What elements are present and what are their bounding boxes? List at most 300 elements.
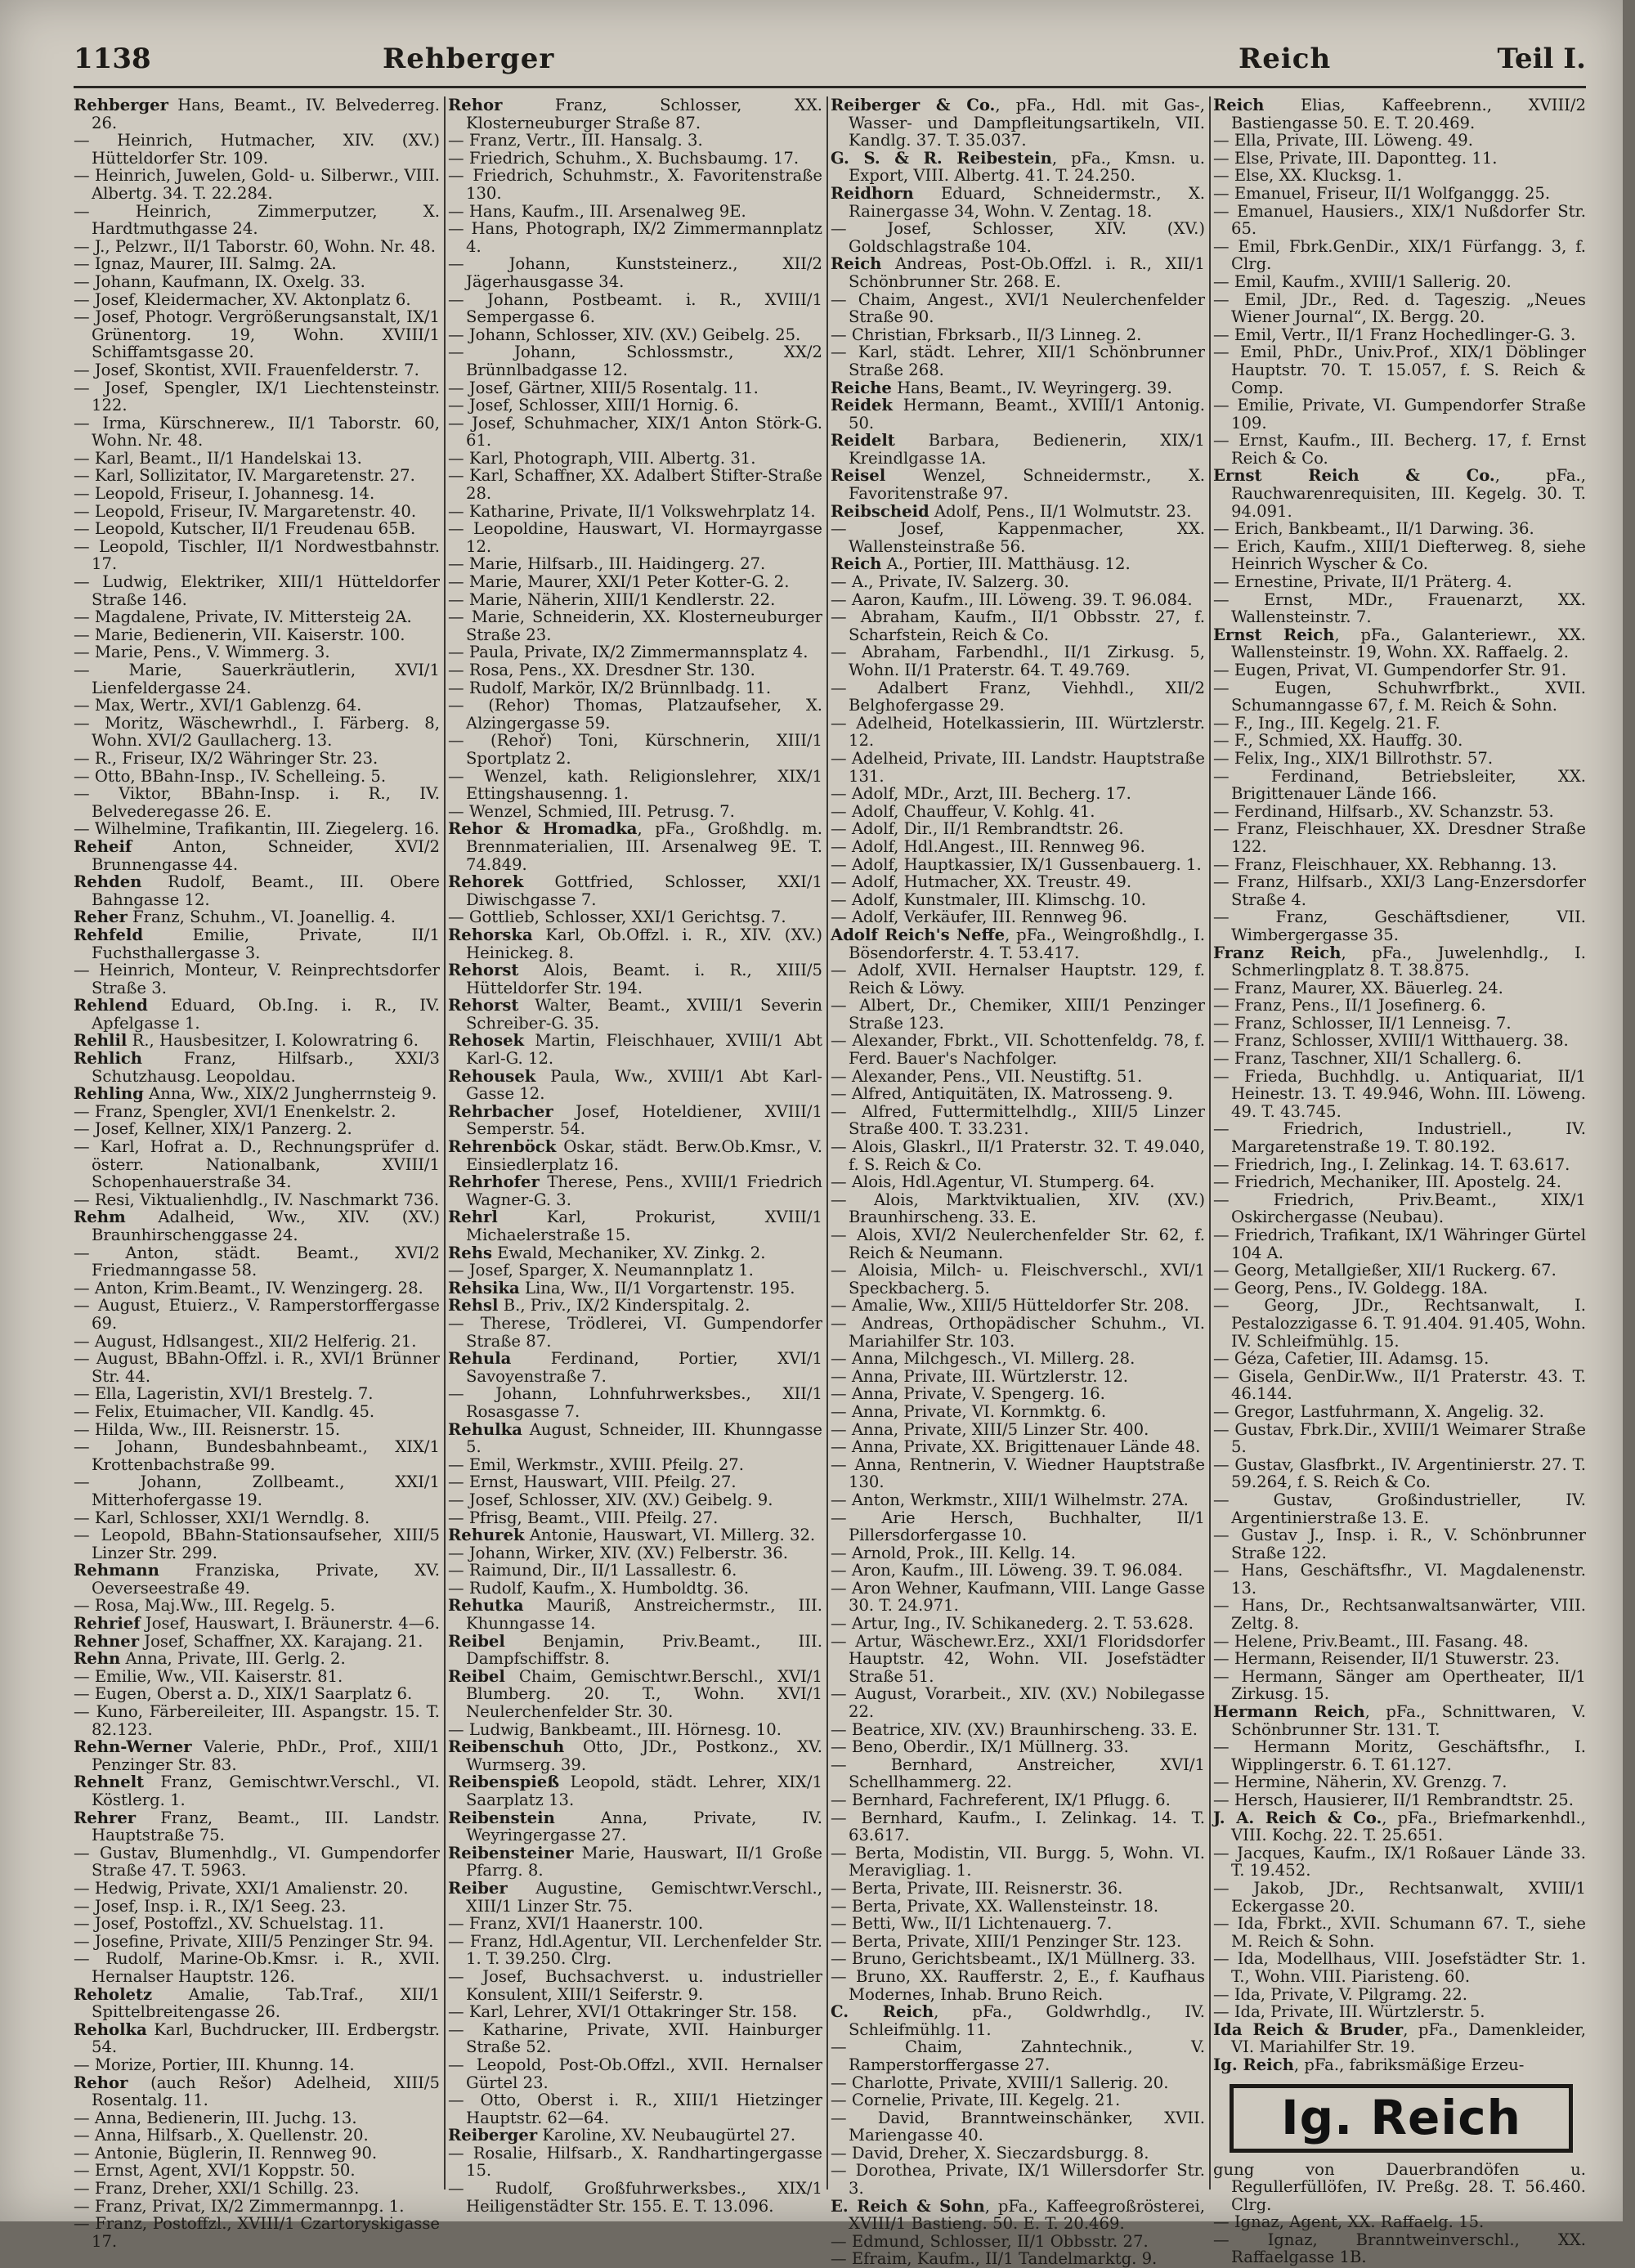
directory-entry bbox=[448, 1509, 822, 1527]
entry-details: — Karl, Schaffner, XX. Adalbert Stifter-Straße 28. bbox=[448, 466, 822, 504]
entry-details: , pFa., Galanteriewr., XX. Wallensteinstr. 19, Wohn. XX. Raffaelg. 2. bbox=[1231, 625, 1586, 662]
directory-entry bbox=[74, 1191, 440, 1209]
directory-entry bbox=[74, 167, 440, 202]
directory-entry bbox=[74, 1509, 440, 1527]
directory-entry bbox=[448, 503, 822, 521]
entry-details: — Bruno, Gerichtsbeamt., IX/1 Müllnerg. 33. bbox=[831, 1949, 1196, 1969]
entry-details: — Hans, Photograph, IX/2 Zimmermannplatz 4. bbox=[448, 219, 822, 256]
directory-entry bbox=[1213, 1650, 1586, 1668]
directory-entry bbox=[831, 1844, 1205, 1880]
directory-entry bbox=[74, 697, 440, 715]
directory-entry bbox=[831, 2091, 1205, 2109]
directory-entry bbox=[1213, 1773, 1586, 1791]
entry-details: — Leopold, Friseur, IV. Margaretenstr. 40. bbox=[74, 501, 417, 521]
entry-details: — Efraim, Kaufm., II/1 Tandelmarktg. 9. bbox=[831, 2249, 1158, 2268]
directory-entry bbox=[74, 2215, 440, 2250]
entry-details: — Gisela, GenDir.Ww., II/1 Praterstr. 43. T. 46.144. bbox=[1213, 1366, 1586, 1404]
directory-entry bbox=[74, 1986, 440, 2021]
directory-entry bbox=[1213, 626, 1586, 661]
directory-entry bbox=[74, 238, 440, 256]
entry-details: — Emanuel, Hausiers., XIX/1 Nußdorfer Str. 65. bbox=[1213, 201, 1586, 239]
entry-details: — Abraham, Farbendhl., II/1 Zirkusg. 5, Wohn. II/1 Praterstr. 64. T. 49.769. bbox=[831, 643, 1205, 679]
entry-details: , pFa., Großhdlg. m. Brennmaterialien, III. Arsenalweg 9E. T. 74.849. bbox=[466, 819, 822, 874]
entry-surname: Reher bbox=[74, 908, 128, 927]
entry-details: — Emilie, Private, VI. Gumpendorfer Straße 109. bbox=[1213, 396, 1586, 433]
entry-details: — August, Hdlsangest., XII/2 Helferig. 21. bbox=[74, 1331, 417, 1351]
directory-entry bbox=[74, 96, 440, 132]
entry-details: — Johann, Kaufmann, IX. Oxelg. 33. bbox=[74, 271, 365, 291]
entry-details: — Adolf, Verkäufer, III. Rennweg 96. bbox=[831, 908, 1128, 927]
directory-entry bbox=[448, 697, 822, 732]
directory-entry bbox=[1213, 1668, 1586, 1703]
entry-details: — Raimund, Dir., II/1 Lassallestr. 6. bbox=[448, 1561, 737, 1580]
directory-entry bbox=[74, 1473, 440, 1508]
entry-details: — (Rehor) Thomas, Platzaufseher, X. Alzingergasse 59. bbox=[448, 696, 822, 733]
directory-entry bbox=[74, 1685, 440, 1703]
entry-details: — Albert, Dr., Chemiker, XIII/1 Penzinger Straße 123. bbox=[831, 996, 1205, 1033]
directory-entry bbox=[448, 908, 822, 926]
entry-details: — Hermann, Sänger am Opertheater, II/1 Zirkusg. 15. bbox=[1213, 1666, 1586, 1704]
entry-details: — Marie, Sauerkräutlerin, XVI/1 Lienfeldergasse 24. bbox=[74, 661, 440, 697]
entry-surname: Rehsl bbox=[448, 1296, 499, 1316]
entry-details: — Bernhard, Kaufm., I. Zelinkag. 14. T. 63.617. bbox=[831, 1808, 1205, 1845]
directory-entry bbox=[1213, 520, 1586, 538]
directory-entry bbox=[1213, 1120, 1586, 1155]
entry-details: — Johann, Schlossmstr., XX/2 Brünnlbadgasse 12. bbox=[448, 343, 822, 379]
directory-entry bbox=[1213, 1703, 1586, 1738]
entry-surname: Reidek bbox=[831, 396, 893, 415]
directory-entry bbox=[74, 1703, 440, 1738]
directory-entry bbox=[831, 961, 1205, 997]
entry-details: — David, Branntweinschänker, XVII. Mariengasse 40. bbox=[831, 2108, 1205, 2145]
entry-details: Leopold, städt. Lehrer, XIX/1 Saarplatz 13. bbox=[466, 1773, 822, 1809]
directory-entry bbox=[1213, 1156, 1586, 1174]
directory-entry bbox=[74, 1050, 440, 1085]
entry-details: — Ernst, Kaufm., III. Becherg. 17, f. Ernst Reich & Co. bbox=[1213, 431, 1586, 468]
entry-surname: Reibel bbox=[448, 1666, 505, 1686]
entry-surname: Rehrenböck bbox=[448, 1137, 557, 1157]
entry-surname: Reibenschuh bbox=[448, 1737, 565, 1757]
directory-entry bbox=[448, 220, 822, 255]
directory-entry bbox=[448, 1456, 822, 1474]
entry-details: — Marie, Schneiderin, XX. Klosterneuburger Straße 23. bbox=[448, 607, 822, 644]
directory-entry bbox=[1213, 1809, 1586, 1844]
directory-entry bbox=[1213, 2231, 1586, 2266]
entry-details: — Bruno, XX. Raufferstr. 2, E., f. Kaufhaus Modernes, Inhab. Bruno Reich. bbox=[831, 1966, 1205, 2004]
directory-entry bbox=[1213, 467, 1586, 520]
directory-entry bbox=[831, 1403, 1205, 1421]
directory-entry bbox=[831, 1809, 1205, 1844]
entry-details: — Johann, Bundesbahnbeamt., XIX/1 Krottenbachstraße 99. bbox=[74, 1437, 440, 1474]
directory-entry bbox=[74, 1933, 440, 1951]
directory-entry bbox=[74, 1562, 440, 1597]
directory-entry bbox=[831, 255, 1205, 290]
entry-details: Ferdinand, Portier, XVI/1 Savoyenstraße 7. bbox=[466, 1349, 822, 1386]
entry-details: — Georg, JDr., Rechtsanwalt, I. Pestalozzigasse 6. T. 91.404. 91.405, Wohn. IV. Schleifmühlg. 15. bbox=[1213, 1296, 1586, 1351]
entry-details: — Berta, Private, III. Reisnerstr. 36. bbox=[831, 1878, 1123, 1898]
directory-entry bbox=[1213, 1915, 1586, 1950]
column-divider bbox=[826, 96, 828, 2190]
directory-entry bbox=[448, 1526, 822, 1544]
directory-entry bbox=[1213, 1421, 1586, 1456]
entry-details: — Josef, Schlosser, XIV. (XV.) Goldschlagstraße 104. bbox=[831, 219, 1205, 256]
entry-details: — Emil, Vertr., II/1 Franz Hochedlinger-G. 3. bbox=[1213, 325, 1576, 344]
entry-details: — Karl, Sollizitator, IV. Margaretenstr. 27. bbox=[74, 466, 415, 486]
directory-entry bbox=[1213, 1297, 1586, 1350]
entry-details: — Adolf, Kunstmaler, III. Klimschg. 10. bbox=[831, 890, 1146, 909]
directory-entry bbox=[448, 1721, 822, 1739]
entry-details: — Ignaz, Agent, XX. Raffaelg. 15. bbox=[1213, 2212, 1485, 2232]
directory-entry bbox=[74, 415, 440, 450]
entry-surname: Reheif bbox=[74, 836, 132, 856]
directory-entry bbox=[831, 997, 1205, 1032]
entry-details: — Karl, Beamt., II/1 Handelskai 13. bbox=[74, 448, 362, 468]
entry-details: Antonie, Hauswart, VI. Millerg. 32. bbox=[524, 1526, 816, 1545]
directory-entry bbox=[831, 1421, 1205, 1439]
directory-entry bbox=[1213, 96, 1586, 132]
entry-details: — Katharine, Private, XVII. Hainburger Straße 52. bbox=[448, 2019, 822, 2057]
entry-surname: Hermann Reich bbox=[1213, 1702, 1365, 1722]
entry-details: , pFa., Juwelenhdlg., I. Schmerlingplatz 8. T. 38.875. bbox=[1231, 943, 1586, 980]
entry-details: Karl, Prokurist, XVIII/1 Michaelerstraße 15. bbox=[466, 1208, 822, 1244]
directory-entry bbox=[831, 1915, 1205, 1933]
entry-details: — Ida, Private, V. Pilgramg. 22. bbox=[1213, 1984, 1467, 2004]
directory-entry bbox=[74, 626, 440, 644]
directory-entry bbox=[831, 1756, 1205, 1791]
column-divider bbox=[444, 96, 446, 2190]
entry-details: Wenzel, Schneidermstr., X. Favoritenstraße 97. bbox=[849, 466, 1205, 504]
entry-details: — Emil, JDr., Red. d. Tageszig. „Neues Wiener Journal“, IX. Bergg. 20. bbox=[1213, 289, 1586, 327]
directory-entry bbox=[74, 1350, 440, 1385]
entry-details: — Josef, Spengler, IX/1 Liechtensteinstr. 122. bbox=[74, 378, 440, 415]
directory-entry bbox=[448, 1844, 822, 1880]
entry-details: Anna, Ww., XIX/2 Jungherrnsteig 9. bbox=[143, 1084, 437, 1104]
entry-details: — Adolf, XVII. Hernalser Hauptstr. 129, f. Reich & Löwy. bbox=[831, 961, 1205, 997]
directory-entry bbox=[74, 2056, 440, 2074]
entry-details: Eduard, Ob.Ing. i. R., IV. Apfelgasse 1. bbox=[92, 996, 440, 1033]
entry-surname: Reibenspieß bbox=[448, 1773, 560, 1792]
entry-details: — Franz, Schlosser, II/1 Lenneisg. 7. bbox=[1213, 1013, 1512, 1033]
directory-entry bbox=[831, 1791, 1205, 1809]
directory-entry bbox=[831, 1138, 1205, 1173]
entry-details: — August, Etuierz., V. Ramperstorffergasse 69. bbox=[74, 1296, 440, 1333]
entry-details: Andreas, Post-Ob.Offzl. i. R., XII/1 Schönbrunner Str. 268. E. bbox=[849, 254, 1205, 291]
directory-entry bbox=[1213, 432, 1586, 467]
directory-entry bbox=[74, 1898, 440, 1916]
directory-entry bbox=[448, 555, 822, 573]
directory-entry bbox=[831, 1491, 1205, 1509]
entry-details: — Emil, PhDr., Univ.Prof., XIX/1 Döblinger Hauptstr. 70. T. 15.057, f. S. Reich & Comp. bbox=[1213, 343, 1586, 397]
directory-entry bbox=[448, 132, 822, 150]
entry-surname: E. Reich & Sohn bbox=[831, 2196, 985, 2216]
directory-entry bbox=[74, 750, 440, 768]
entry-surname: Reiber bbox=[448, 1878, 508, 1898]
directory-entry bbox=[831, 785, 1205, 803]
directory-entry bbox=[1213, 732, 1586, 750]
directory-entry bbox=[448, 203, 822, 221]
advertisement-box bbox=[1230, 2084, 1573, 2153]
entry-surname: Rehm bbox=[74, 1208, 126, 1227]
directory-entry bbox=[1213, 1368, 1586, 1403]
directory-column-3 bbox=[831, 96, 1206, 2268]
entry-surname: Reidelt bbox=[831, 431, 895, 450]
directory-entry bbox=[831, 1191, 1205, 1226]
entry-surname: Rehrer bbox=[74, 1808, 137, 1827]
entry-surname: Ida Reich & Bruder bbox=[1213, 2019, 1404, 2039]
directory-entry bbox=[74, 961, 440, 997]
directory-entry bbox=[74, 1280, 440, 1298]
directory-entry bbox=[448, 1562, 822, 1580]
directory-entry bbox=[74, 538, 440, 573]
entry-details: — Marie, Maurer, XXI/1 Peter Kotter-G. 2. bbox=[448, 572, 790, 592]
directory-entry bbox=[1213, 1068, 1586, 1121]
directory-entry bbox=[831, 856, 1205, 874]
directory-entry bbox=[74, 820, 440, 838]
entry-details: — Ernst, Hauswart, VIII. Pfeilg. 27. bbox=[448, 1472, 737, 1492]
entry-surname: Rehrief bbox=[74, 1614, 141, 1634]
entry-details: Mauriß, Anstreichermstr., III. Khunngasse 14. bbox=[466, 1596, 822, 1634]
directory-entry bbox=[448, 291, 822, 326]
entry-details: — Pfrisg, Beamt., VIII. Pfeilg. 27. bbox=[448, 1508, 719, 1527]
entry-details: Paula, Ww., XVIII/1 Abt Karl-Gasse 12. bbox=[466, 1066, 822, 1104]
directory-entry bbox=[1213, 2021, 1586, 2056]
directory-entry bbox=[831, 1633, 1205, 1686]
entry-details: — Franz, Hdl.Agentur, VII. Lerchenfelder Str. 1. T. 39.250. Clrg. bbox=[448, 1931, 822, 1969]
entry-details: — Adolf, Hauptkassier, IX/1 Gussenbauerg. 1. bbox=[831, 854, 1202, 874]
entry-details: (auch Rešor) Adelheid, XIII/5 Rosentalg. 11. bbox=[92, 2073, 440, 2110]
entry-details: — Anna, Bedienerin, III. Juchg. 13. bbox=[74, 2108, 357, 2127]
directory-entry bbox=[831, 467, 1205, 502]
entry-details: — Amalie, Ww., XIII/5 Hütteldorfer Str. 208. bbox=[831, 1296, 1189, 1316]
entry-details: — Gustav, Fbrk.Dir., XVIII/1 Weimarer Straße 5. bbox=[1213, 1419, 1586, 1457]
directory-entry bbox=[74, 715, 440, 750]
entry-details: — F., Schmied, XX. Hauffg. 30. bbox=[1213, 731, 1463, 751]
directory-entry bbox=[448, 379, 822, 397]
directory-entry bbox=[831, 908, 1205, 926]
entry-details: — Franz, Privat, IX/2 Zimmermannpg. 1. bbox=[74, 2196, 405, 2216]
part-label: Teil I. bbox=[1497, 43, 1586, 75]
directory-entry bbox=[448, 2180, 822, 2215]
entry-details: August, Schneider, III. Khunngasse 5. bbox=[466, 1419, 822, 1457]
directory-entry bbox=[831, 150, 1205, 185]
entry-details: , pFa., Briefmarkenhdl., VIII. Kochg. 22. T. 25.651. bbox=[1231, 1808, 1586, 1845]
entry-details: — Franz, Dreher, XXI/1 Schillg. 23. bbox=[74, 2179, 360, 2199]
entry-details: Marie, Hauswart, II/1 Große Pfarrg. 8. bbox=[466, 1843, 822, 1880]
directory-entry bbox=[831, 926, 1205, 961]
entry-details: Josef, Hauswart, I. Bräunerstr. 4—6. bbox=[140, 1614, 441, 1634]
directory-entry bbox=[448, 167, 822, 202]
entry-details: — Anna, Private, III. Würtzlerstr. 12. bbox=[831, 1366, 1129, 1386]
entry-details: — J., Pelzwr., II/1 Taborstr. 60, Wohn. Nr. 48. bbox=[74, 236, 436, 256]
directory-entry bbox=[74, 1668, 440, 1686]
entry-details: — Therese, Trödlerei, VI. Gumpendorfer Straße 87. bbox=[448, 1313, 822, 1351]
directory-entry bbox=[74, 273, 440, 291]
directory-entry bbox=[448, 1473, 822, 1491]
directory-entry bbox=[831, 1085, 1205, 1103]
directory-entry bbox=[831, 873, 1205, 891]
directory-entry bbox=[448, 1597, 822, 1632]
entry-details: — Rosa, Maj.Ww., III. Regelg. 5. bbox=[74, 1596, 336, 1616]
directory-entry bbox=[1213, 944, 1586, 979]
directory-entry bbox=[448, 1915, 822, 1933]
directory-entry bbox=[448, 1280, 822, 1298]
directory-entry bbox=[74, 2074, 440, 2109]
entry-details: — Anna, Private, V. Spengerg. 16. bbox=[831, 1384, 1105, 1404]
directory-entry bbox=[448, 150, 822, 168]
directory-entry bbox=[1213, 873, 1586, 908]
entry-surname: Rehner bbox=[74, 1631, 140, 1651]
entry-details: — Gustav J., Insp. i. R., V. Schönbrunner Straße 122. bbox=[1213, 1526, 1586, 1562]
directory-entry bbox=[448, 96, 822, 132]
entry-details: — Chaim, Zahntechnik., V. Ramperstorffergasse 27. bbox=[831, 2037, 1205, 2074]
entry-surname: Rehn bbox=[74, 1649, 121, 1669]
directory-entry bbox=[74, 1120, 440, 1138]
entry-details: — Viktor, BBahn-Insp. i. R., IV. Belvederegasse 26. E. bbox=[74, 784, 440, 821]
entry-details: Benjamin, Priv.Beamt., III. Dampfschiffstr. 8. bbox=[466, 1631, 822, 1669]
directory-entry bbox=[74, 838, 440, 873]
directory-entry bbox=[831, 96, 1205, 150]
entry-details: — Anna, Private, XIII/5 Linzer Str. 400. bbox=[831, 1419, 1149, 1439]
entry-details: — Friedrich, Trafikant, IX/1 Währinger Gürtel 104 A. bbox=[1213, 1226, 1586, 1262]
directory-entry bbox=[1213, 326, 1586, 344]
directory-entry bbox=[448, 2091, 822, 2127]
entry-details: — Arnold, Prok., III. Kellg. 14. bbox=[831, 1543, 1077, 1562]
directory-entry bbox=[74, 908, 440, 926]
directory-column-4 bbox=[1213, 96, 1587, 2267]
entry-details: Hans, Beamt., IV. Belvederreg. 26. bbox=[92, 96, 440, 132]
entry-details: — Adolf, Chauffeur, V. Kohlg. 41. bbox=[831, 801, 1095, 821]
entry-details: — Kuno, Färbereileiter, III. Aspangstr. 15. T. 82.123. bbox=[74, 1702, 440, 1739]
entry-details: — Anna, Private, VI. Kornmktg. 6. bbox=[831, 1401, 1107, 1421]
directory-entry bbox=[1213, 591, 1586, 626]
page-number: 1138 bbox=[74, 43, 151, 75]
entry-surname: Rehorska bbox=[448, 925, 533, 944]
entry-details: — Leopold, Friseur, I. Johannesg. 14. bbox=[74, 484, 375, 504]
directory-entry bbox=[74, 2162, 440, 2180]
directory-entry bbox=[1213, 1562, 1586, 1597]
entry-surname: Reholetz bbox=[74, 1984, 153, 2004]
directory-entry bbox=[1213, 2213, 1586, 2231]
entry-details: — Otto, Oberst i. R., XIII/1 Hietzinger Hauptstr. 62—64. bbox=[448, 2091, 822, 2127]
entry-details: — Chaim, Angest., XVI/1 Neulerchenfelder Straße 90. bbox=[831, 289, 1205, 327]
directory-entry bbox=[831, 555, 1205, 573]
entry-details: — Géza, Cafetier, III. Adamsg. 15. bbox=[1213, 1349, 1489, 1369]
entry-details: — Josef, Schlosser, XIV. (XV.) Geibelg. 9. bbox=[448, 1490, 773, 1509]
entry-details: B., Priv., IX/2 Kinderspitalg. 2. bbox=[498, 1296, 750, 1316]
entry-surname: Rehurek bbox=[448, 1526, 525, 1545]
entry-surname: G. S. & R. Reibestein bbox=[831, 148, 1052, 168]
entry-details: — Ernestine, Private, II/1 Präterg. 4. bbox=[1213, 572, 1512, 592]
directory-entry bbox=[448, 1544, 822, 1562]
entry-details: — Anna, Rentnerin, V. Wiedner Hauptstraße 130. bbox=[831, 1454, 1205, 1492]
entry-details: — Alfred, Futtermittelhdlg., XIII/5 Linzer Straße 400. T. 33.231. bbox=[831, 1101, 1205, 1139]
entry-surname: Rehmann bbox=[74, 1561, 159, 1580]
directory-entry bbox=[831, 1456, 1205, 1491]
entry-details: — Hermine, Näherin, XV. Grenzg. 7. bbox=[1213, 1773, 1507, 1792]
directory-entry bbox=[74, 768, 440, 786]
entry-details: , pFa., Kmsn. u. Export, VIII. Albertg. 41. T. 24.250. bbox=[849, 148, 1205, 186]
entry-details: — Franz, Schlosser, XVIII/1 Witthauerg. 38. bbox=[1213, 1031, 1569, 1051]
directory-entry bbox=[831, 379, 1205, 397]
directory-entry bbox=[1213, 1456, 1586, 1491]
directory-entry bbox=[1213, 997, 1586, 1015]
directory-entry bbox=[1213, 238, 1586, 273]
entry-details: — Karl, Hofrat a. D., Rechnungsprüfer d. österr. Nationalbank, XVIII/1 Schopenhauerstraße 34. bbox=[74, 1137, 440, 1192]
entry-details: — Hans, Dr., Rechtsanwaltsanwärter, VIII. Zeltg. 8. bbox=[1213, 1596, 1586, 1634]
entry-details: — Abraham, Kaufm., II/1 Obbsstr. 27, f. Scharfstein, Reich & Co. bbox=[831, 607, 1205, 644]
entry-surname: Rehlil bbox=[74, 1031, 128, 1051]
entry-surname: Reiberger bbox=[448, 2126, 538, 2145]
directory-entry bbox=[831, 1580, 1205, 1615]
directory-entry bbox=[1213, 203, 1586, 238]
directory-entry bbox=[831, 2003, 1205, 2038]
entry-details: Franz, Schuhm., VI. Joanellig. 4. bbox=[127, 908, 396, 927]
entry-details: — Anna, Hilfsarb., X. Quellenstr. 20. bbox=[74, 2126, 369, 2145]
directory-entry bbox=[831, 1968, 1205, 2003]
directory-entry bbox=[74, 1138, 440, 1191]
entry-surname: Adolf Reich's Neffe bbox=[831, 925, 1006, 944]
directory-entry bbox=[448, 255, 822, 290]
directory-entry bbox=[1213, 185, 1586, 203]
entry-details: — Karl, Schlosser, XXI/1 Werndlg. 8. bbox=[74, 1508, 370, 1527]
entry-details: — Ida, Modellhaus, VIII. Josefstädter Str. 1. T., Wohn. VIII. Piaristeng. 60. bbox=[1213, 1949, 1586, 1986]
directory-entry bbox=[448, 1262, 822, 1280]
entry-details: — Rudolf, Kaufm., X. Humboldtg. 36. bbox=[448, 1578, 750, 1598]
entry-surname: Reiche bbox=[831, 378, 892, 397]
entry-details: — Alexander, Fbrkt., VII. Schottenfeldg. 78, f. Ferd. Bauer's Nachfolger. bbox=[831, 1031, 1205, 1069]
directory-entry bbox=[448, 2127, 822, 2145]
entry-details: — Leopold, Kutscher, II/1 Freudenau 65B. bbox=[74, 519, 416, 539]
directory-entry bbox=[831, 1933, 1205, 1951]
entry-details: — Friedrich, Ing., I. Zelinkag. 14. T. 63.617. bbox=[1213, 1154, 1570, 1174]
directory-entry bbox=[831, 185, 1205, 220]
directory-entry bbox=[448, 1032, 822, 1067]
directory-entry bbox=[448, 820, 822, 873]
entry-details: Anna, Private, III. Gerlg. 2. bbox=[120, 1649, 346, 1669]
directory-entry bbox=[448, 1421, 822, 1456]
entry-details: , pFa., Schnittwaren, V. Schönbrunner Str. 131. T. bbox=[1231, 1702, 1586, 1739]
directory-entry bbox=[1213, 679, 1586, 715]
entry-details: — Anna, Milchgesch., VI. Millerg. 28. bbox=[831, 1349, 1136, 1369]
entry-surname: Franz Reich bbox=[1213, 943, 1342, 962]
entry-details: — Moritz, Wäschewrhdl., I. Färberg. 8, Wohn. XVI/2 Gaullacherg. 13. bbox=[74, 713, 440, 751]
entry-details: — Leopold, BBahn-Stationsaufseher, XIII/5 Linzer Str. 299. bbox=[74, 1526, 440, 1562]
entry-details: Karl, Buchdrucker, III. Erdbergstr. 54. bbox=[92, 2019, 440, 2057]
directory-entry bbox=[831, 397, 1205, 432]
directory-entry bbox=[74, 1915, 440, 1933]
directory-entry bbox=[74, 1526, 440, 1562]
entry-details: — Antonie, Büglerin, II. Rennweg 90. bbox=[74, 2143, 378, 2163]
entry-details: — Adolf, Hdl.Angest., III. Rennweg 96. bbox=[831, 836, 1145, 856]
directory-entry bbox=[448, 1880, 822, 1915]
entry-details: — A., Private, IV. Salzerg. 30. bbox=[831, 572, 1069, 592]
entry-details: — Ida, Private, III. Würtzlerstr. 5. bbox=[1213, 2002, 1485, 2022]
entry-details: — Felix, Etuimacher, VII. Kandlg. 45. bbox=[74, 1401, 375, 1421]
directory-entry bbox=[74, 485, 440, 503]
entry-details: — Rudolf, Markör, IX/2 Brünnlbadg. 11. bbox=[448, 678, 772, 697]
directory-entry bbox=[1213, 2056, 1586, 2074]
entry-details: — Franz, Postoffzl., XVIII/1 Czartoryskigasse 17. bbox=[74, 2214, 440, 2251]
directory-entry bbox=[448, 1933, 822, 1968]
entry-details: — Rosalie, Hilfsarb., X. Randhartingergasse 15. bbox=[448, 2143, 822, 2181]
entry-details: — Josefine, Private, XIII/5 Penzinger Str. 94. bbox=[74, 1931, 434, 1951]
directory-entry bbox=[74, 1421, 440, 1439]
directory-entry bbox=[74, 361, 440, 379]
directory-entry bbox=[448, 1633, 822, 1668]
entry-details: — Josef, Insp. i. R., IX/1 Seeg. 23. bbox=[74, 1896, 347, 1916]
directory-entry bbox=[1213, 1844, 1586, 1880]
directory-entry bbox=[1213, 1032, 1586, 1050]
